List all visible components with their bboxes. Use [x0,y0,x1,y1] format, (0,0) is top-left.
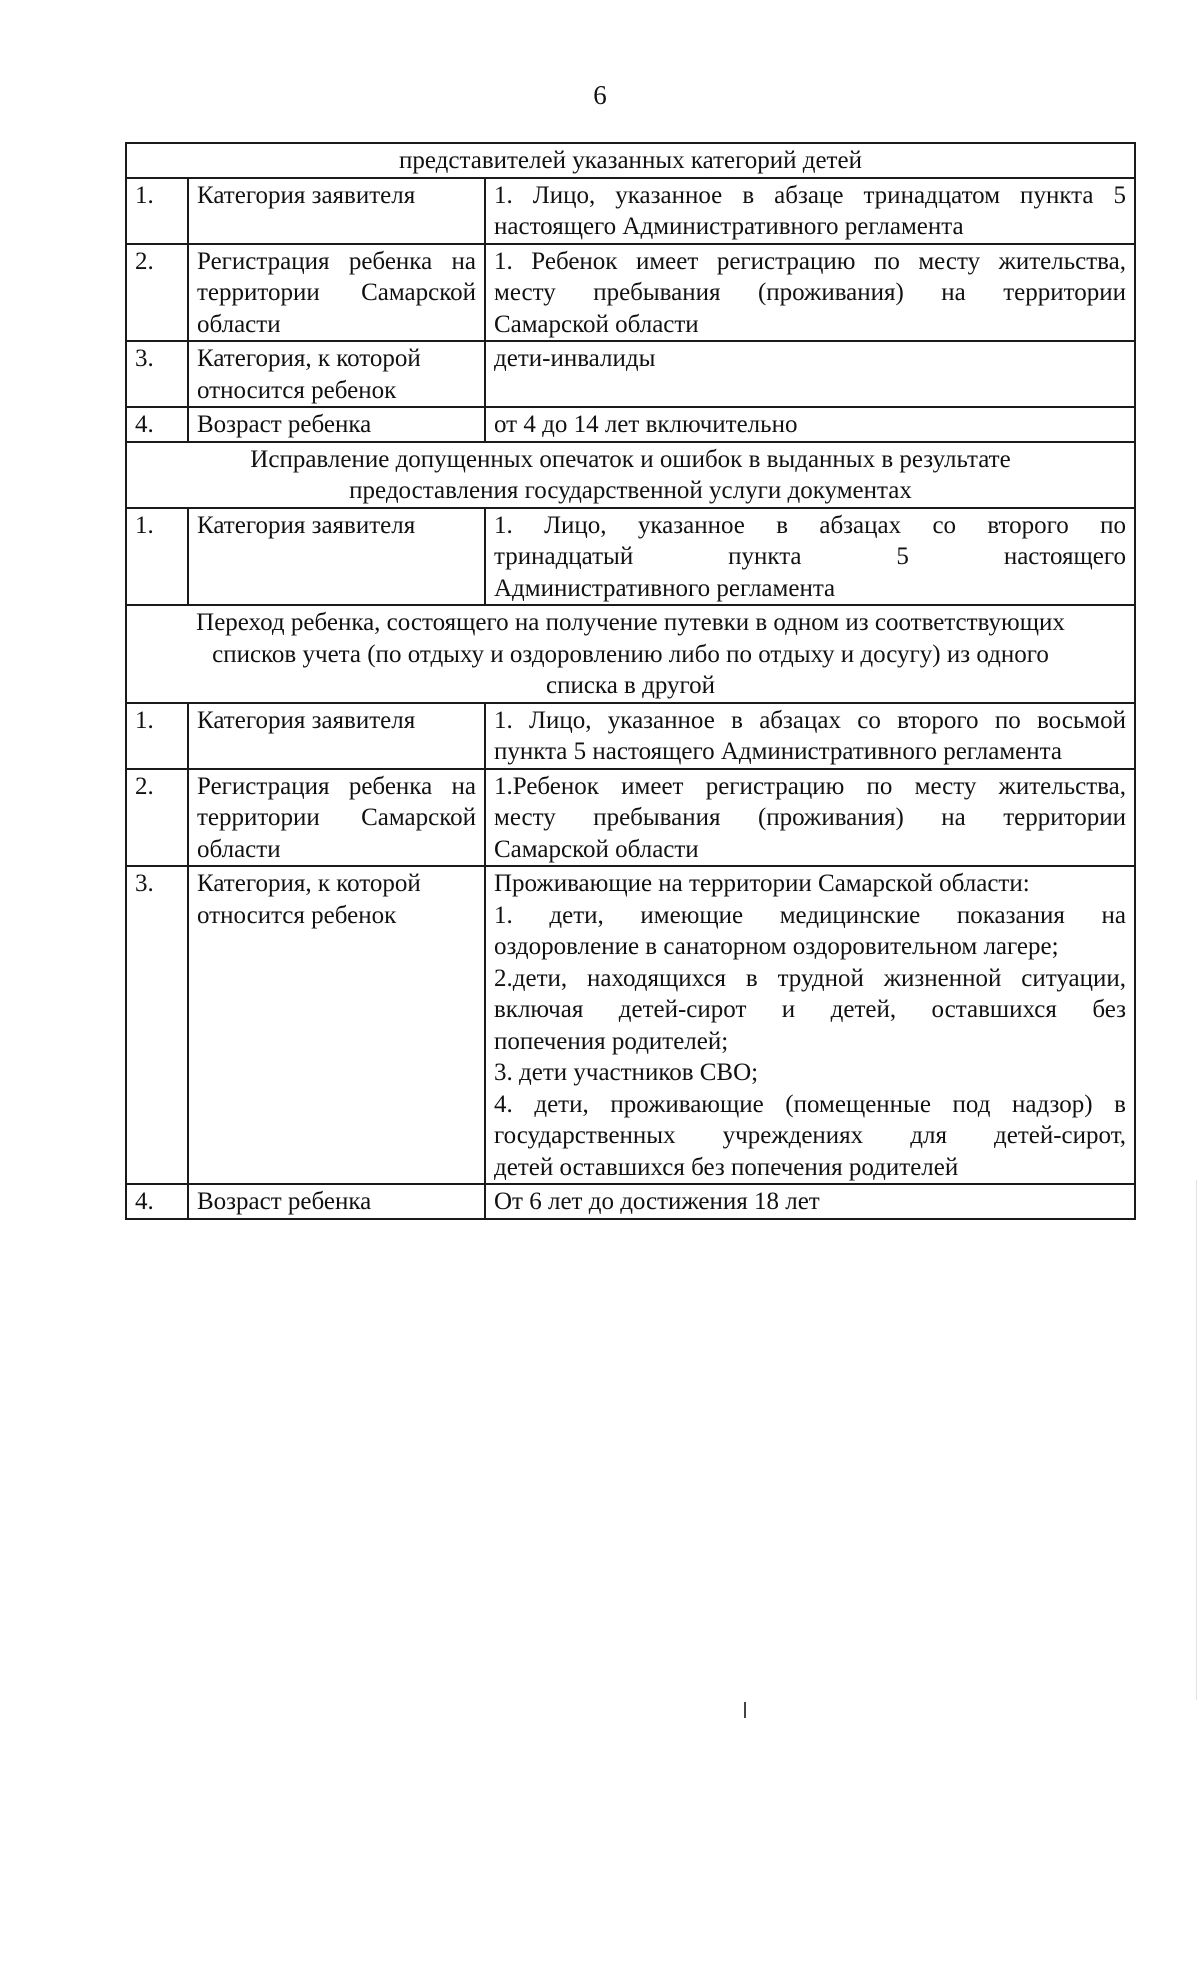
row-number: 1. [126,178,188,244]
criterion-label-line: Категория заявителя [197,511,416,539]
criterion-value-line: 1. Ребенок имеет регистрацию по месту жительства, [494,247,1126,275]
criterion-value-line: Самарской области [494,310,699,338]
criterion-value-line: оздоровление в санаторном оздоровительном лагере; [494,933,1059,960]
row-number: 1. [126,508,188,606]
row-number: 3. [126,341,188,407]
criterion-label [188,178,485,244]
section-heading-line: списка в другой [545,672,716,699]
table-row [126,866,1135,1184]
scan-edge-artifact [1196,1180,1197,1700]
criterion-value-line: включая детей-сирот и детей, оставшихся без [494,996,1126,1023]
criterion-value-line: месту пребывания (проживания) на территории [494,279,1126,306]
criterion-value-line: 4. дети, проживающие (помещенные под надзор) в [494,1090,1126,1118]
criterion-value [485,508,1135,606]
section-heading-row [126,605,1135,703]
row-number: 4. [126,1184,188,1219]
criterion-label [188,866,485,1184]
criterion-value-line: дети-инвалиды [494,345,656,372]
criterion-label-line: области [197,835,281,863]
row-number: 2. [126,244,188,342]
row-number: 4. [126,407,188,442]
criterion-value-line: от 4 до 14 лет включительно [494,411,798,438]
section-heading [126,442,1135,508]
criterion-value-line: 1. Лицо, указанное в абзацах со второго по восьмой [494,706,1126,734]
criterion-label [188,341,485,407]
row-number: 3. [126,866,188,1184]
criterion-value [485,178,1135,244]
table-row [126,178,1135,244]
table-row [126,407,1135,442]
table-row [126,1184,1135,1219]
row-number: 2. [126,769,188,867]
criterion-label-line: Регистрация ребенка на [197,772,476,800]
criteria-table [125,142,1136,1220]
criterion-value-line: тринадцатый пункта 5 настоящего [494,543,1126,570]
scan-mark [744,1702,746,1718]
criterion-label-line: относится ребенок [197,376,397,404]
criterion-value-line: 1. Лицо, указанное в абзаце тринадцатом пункта 5 [494,181,1126,209]
criterion-value [485,341,1135,407]
section-heading [126,605,1135,703]
criterion-value-line: 3. дети участников СВО; [494,1059,759,1086]
criterion-value-line: настоящего Административного регламента [494,213,964,240]
criterion-label-line: относится ребенок [197,901,397,929]
table-row [126,769,1135,867]
criterion-value-line: От 6 лет до достижения 18 лет [494,1188,820,1215]
criterion-label-line: Категория заявителя [197,181,416,209]
criterion-label [188,508,485,606]
criterion-value-line: пункта 5 настоящего Административного регламента [494,738,1062,765]
criterion-label-line: Категория заявителя [197,706,416,734]
criterion-label-line: Возраст ребенка [197,411,372,438]
section-heading-line: Исправление допущенных опечаток и ошибок в выданных в результате [250,445,1011,473]
criterion-value [485,244,1135,342]
criterion-value-line: государственных учреждениях для детей-сирот, [494,1122,1126,1149]
section-heading-line: представителей указанных категорий детей [399,147,862,174]
criterion-label [188,769,485,867]
criterion-value [485,769,1135,867]
criterion-label [188,1184,485,1219]
table-row [126,703,1135,769]
criterion-label-line: Возраст ребенка [197,1188,372,1215]
row-number: 1. [126,703,188,769]
section-heading-line: списков учета (по отдыху и оздоровлению либо по отдыху и досугу) из одного [212,640,1049,668]
criteria-table-body [126,143,1135,1219]
criterion-value [485,1184,1135,1219]
criterion-value [485,866,1135,1184]
criterion-value [485,407,1135,442]
criterion-label [188,244,485,342]
criterion-label-line: Категория, к которой [197,345,421,372]
criterion-value-line: месту пребывания (проживания) на территории [494,804,1126,831]
criterion-value-line: 1. Лицо, указанное в абзацах со второго по [494,511,1126,539]
criterion-label [188,703,485,769]
table-row [126,341,1135,407]
criterion-label-line: Регистрация ребенка на [197,247,476,275]
criterion-label-line: области [197,310,281,338]
section-heading-row [126,143,1135,178]
section-heading-line: Переход ребенка, состоящего на получение путевки в одном из соответствующих [196,609,1065,636]
criterion-value-line: Административного регламента [494,574,836,602]
section-heading-line: предоставления государственной услуги документах [349,477,912,504]
criterion-value [485,703,1135,769]
criterion-value-line: 1. дети, имеющие медицинские показания на [494,901,1126,929]
criterion-value-line: Проживающие на территории Самарской области: [494,870,1030,897]
table-row [126,508,1135,606]
criterion-label-line: Категория, к которой [197,870,421,897]
criterion-value-line: 1.Ребенок имеет регистрацию по месту жительства, [494,772,1126,800]
criterion-value-line: 2.дети, находящихся в трудной жизненной ситуации, [494,964,1126,992]
criterion-label-line: территории Самарской [197,279,476,306]
page-number: 6 [593,80,607,110]
criterion-value-line: Самарской области [494,835,699,863]
table-row [126,244,1135,342]
criterion-label-line: территории Самарской [197,804,476,831]
criterion-label [188,407,485,442]
section-heading [126,143,1135,178]
criterion-value-line: попечения родителей; [494,1027,729,1055]
criterion-value-line: детей оставшихся без попечения родителей [494,1153,959,1181]
section-heading-row [126,442,1135,508]
